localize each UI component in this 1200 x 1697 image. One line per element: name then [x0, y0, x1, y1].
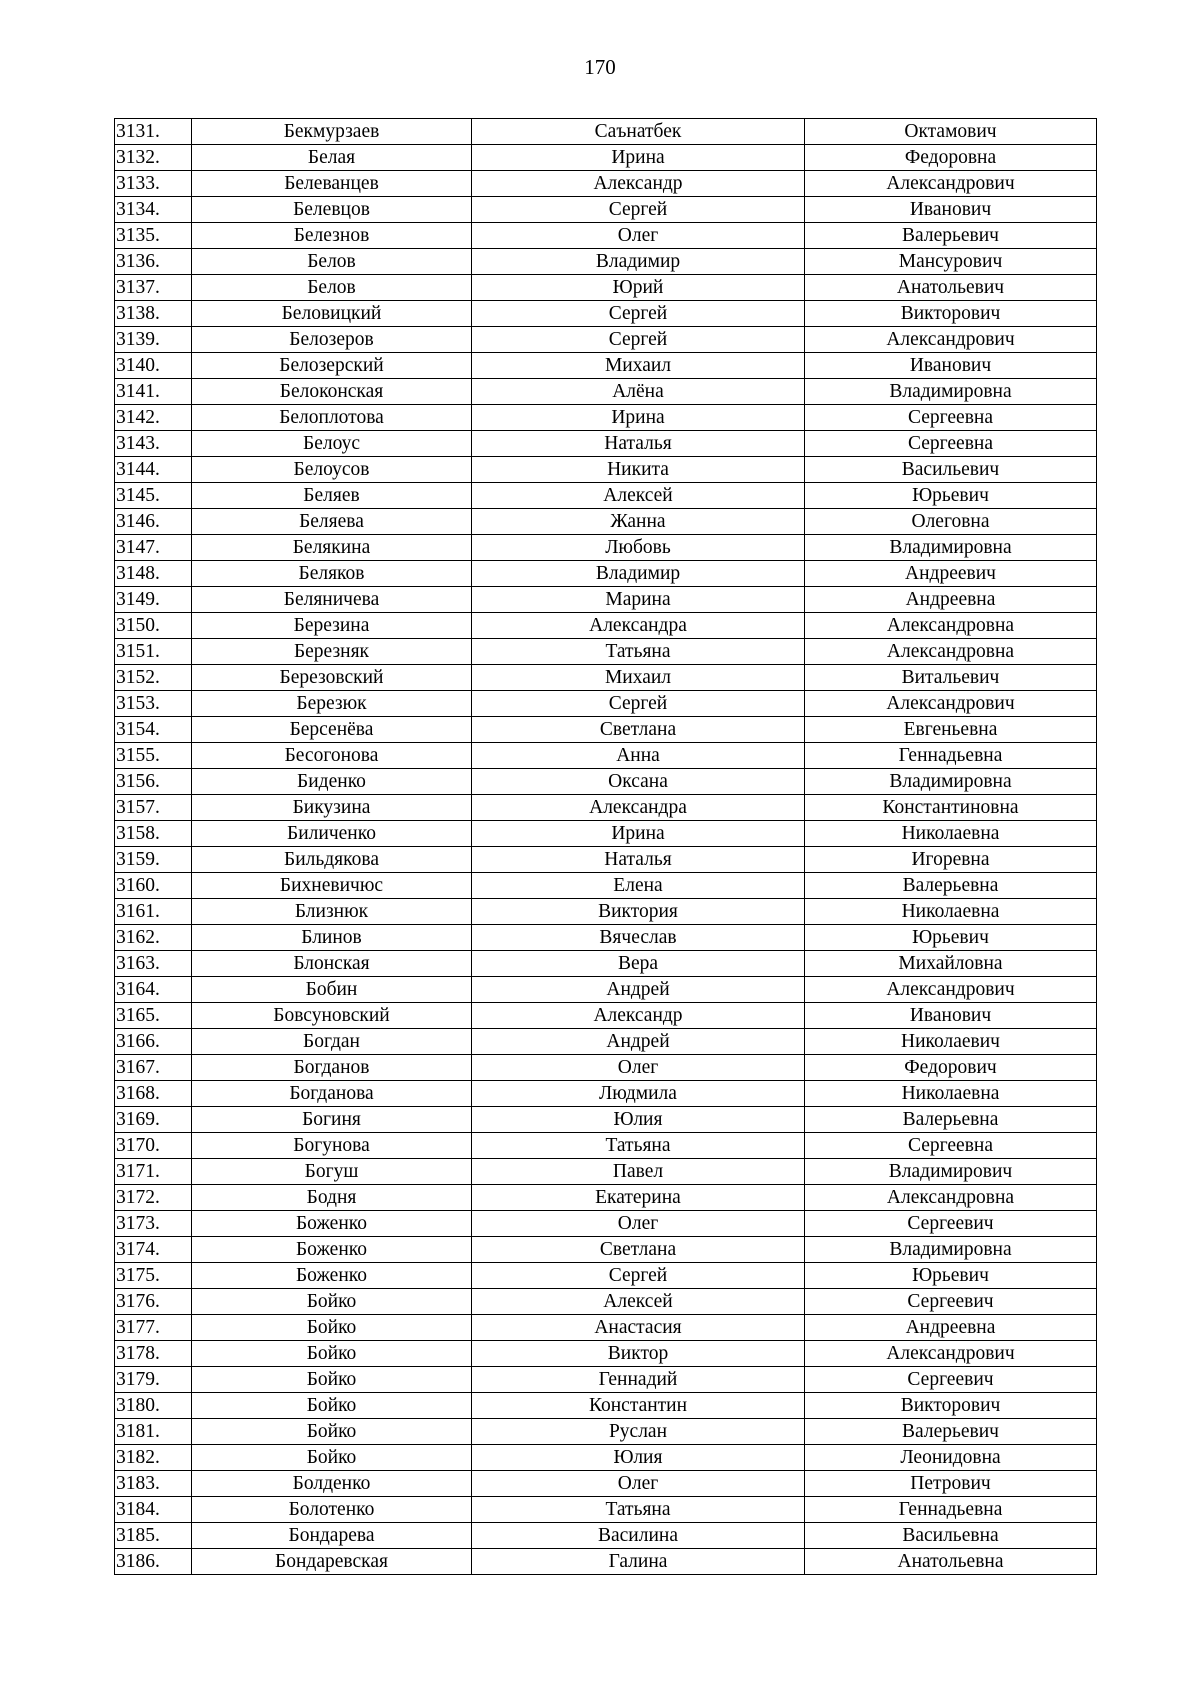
table-row [115, 353, 1097, 379]
patronymic-cell: Николаевич [805, 1029, 1097, 1055]
patronymic-cell: Владимировна [805, 1237, 1097, 1263]
table-row [115, 1497, 1097, 1523]
surname-cell: Березина [192, 613, 472, 639]
table-row [115, 1029, 1097, 1055]
record-number-cell: 3145. [115, 483, 192, 509]
record-number-cell: 3153. [115, 691, 192, 717]
first-name-cell: Сергей [472, 691, 805, 717]
first-name-cell: Ирина [472, 145, 805, 171]
surname-cell: Белоконская [192, 379, 472, 405]
table-row [115, 1133, 1097, 1159]
first-name-cell: Саънатбек [472, 119, 805, 145]
patronymic-cell: Александрович [805, 1341, 1097, 1367]
surname-cell: Белая [192, 145, 472, 171]
patronymic-cell: Андреевич [805, 561, 1097, 587]
record-number-cell: 3131. [115, 119, 192, 145]
table-row [115, 1549, 1097, 1575]
first-name-cell: Татьяна [472, 1497, 805, 1523]
surname-cell: Бихневичюс [192, 873, 472, 899]
record-number-cell: 3160. [115, 873, 192, 899]
surname-cell: Белов [192, 275, 472, 301]
record-number-cell: 3183. [115, 1471, 192, 1497]
table-row [115, 379, 1097, 405]
surname-cell: Бойко [192, 1445, 472, 1471]
patronymic-cell: Владимировна [805, 535, 1097, 561]
record-number-cell: 3137. [115, 275, 192, 301]
first-name-cell: Анна [472, 743, 805, 769]
first-name-cell: Александра [472, 795, 805, 821]
patronymic-cell: Юрьевич [805, 483, 1097, 509]
surname-cell: Бодня [192, 1185, 472, 1211]
record-number-cell: 3180. [115, 1393, 192, 1419]
surname-cell: Бекмурзаев [192, 119, 472, 145]
table-row [115, 561, 1097, 587]
record-number-cell: 3143. [115, 431, 192, 457]
table-row [115, 821, 1097, 847]
table-row [115, 223, 1097, 249]
first-name-cell: Наталья [472, 847, 805, 873]
surname-cell: Биличенко [192, 821, 472, 847]
patronymic-cell: Васильевич [805, 457, 1097, 483]
first-name-cell: Анастасия [472, 1315, 805, 1341]
patronymic-cell: Александровна [805, 639, 1097, 665]
record-number-cell: 3138. [115, 301, 192, 327]
patronymic-cell: Николаевна [805, 899, 1097, 925]
record-number-cell: 3155. [115, 743, 192, 769]
patronymic-cell: Андреевна [805, 1315, 1097, 1341]
first-name-cell: Олег [472, 1055, 805, 1081]
surname-cell: Блинов [192, 925, 472, 951]
record-number-cell: 3140. [115, 353, 192, 379]
record-number-cell: 3141. [115, 379, 192, 405]
first-name-cell: Татьяна [472, 1133, 805, 1159]
patronymic-cell: Валерьевич [805, 223, 1097, 249]
table-row [115, 873, 1097, 899]
record-number-cell: 3182. [115, 1445, 192, 1471]
patronymic-cell: Александровна [805, 1185, 1097, 1211]
record-number-cell: 3177. [115, 1315, 192, 1341]
table-row [115, 457, 1097, 483]
surname-cell: Белеванцев [192, 171, 472, 197]
first-name-cell: Михаил [472, 665, 805, 691]
person-registry-table [114, 118, 1097, 1575]
patronymic-cell: Игоревна [805, 847, 1097, 873]
surname-cell: Богданова [192, 1081, 472, 1107]
table-row [115, 119, 1097, 145]
patronymic-cell: Александровна [805, 613, 1097, 639]
first-name-cell: Юрий [472, 275, 805, 301]
patronymic-cell: Мансурович [805, 249, 1097, 275]
table-row [115, 587, 1097, 613]
surname-cell: Боженко [192, 1237, 472, 1263]
patronymic-cell: Сергеевич [805, 1289, 1097, 1315]
surname-cell: Березняк [192, 639, 472, 665]
record-number-cell: 3162. [115, 925, 192, 951]
first-name-cell: Михаил [472, 353, 805, 379]
patronymic-cell: Владимирович [805, 1159, 1097, 1185]
record-number-cell: 3165. [115, 1003, 192, 1029]
surname-cell: Близнюк [192, 899, 472, 925]
record-number-cell: 3173. [115, 1211, 192, 1237]
surname-cell: Беляков [192, 561, 472, 587]
table-row [115, 951, 1097, 977]
surname-cell: Бойко [192, 1289, 472, 1315]
record-number-cell: 3136. [115, 249, 192, 275]
record-number-cell: 3147. [115, 535, 192, 561]
surname-cell: Беляев [192, 483, 472, 509]
first-name-cell: Руслан [472, 1419, 805, 1445]
surname-cell: Бойко [192, 1393, 472, 1419]
surname-cell: Болотенко [192, 1497, 472, 1523]
table-row [115, 1211, 1097, 1237]
first-name-cell: Светлана [472, 1237, 805, 1263]
table-row [115, 1237, 1097, 1263]
first-name-cell: Владимир [472, 249, 805, 275]
table-row [115, 743, 1097, 769]
surname-cell: Богиня [192, 1107, 472, 1133]
first-name-cell: Андрей [472, 977, 805, 1003]
record-number-cell: 3154. [115, 717, 192, 743]
record-number-cell: 3166. [115, 1029, 192, 1055]
record-number-cell: 3185. [115, 1523, 192, 1549]
patronymic-cell: Валерьевич [805, 1419, 1097, 1445]
record-number-cell: 3133. [115, 171, 192, 197]
surname-cell: Берсенёва [192, 717, 472, 743]
table-row [115, 145, 1097, 171]
first-name-cell: Геннадий [472, 1367, 805, 1393]
surname-cell: Белоплотова [192, 405, 472, 431]
record-number-cell: 3181. [115, 1419, 192, 1445]
table-row [115, 483, 1097, 509]
page-number: 170 [584, 55, 616, 79]
surname-cell: Богунова [192, 1133, 472, 1159]
table-row [115, 795, 1097, 821]
surname-cell: Бондаревская [192, 1549, 472, 1575]
table-row [115, 1393, 1097, 1419]
first-name-cell: Светлана [472, 717, 805, 743]
surname-cell: Богуш [192, 1159, 472, 1185]
registry-table-body [115, 119, 1097, 1575]
first-name-cell: Оксана [472, 769, 805, 795]
first-name-cell: Юлия [472, 1107, 805, 1133]
patronymic-cell: Николаевна [805, 1081, 1097, 1107]
patronymic-cell: Анатольевич [805, 275, 1097, 301]
table-row [115, 977, 1097, 1003]
first-name-cell: Олег [472, 1471, 805, 1497]
first-name-cell: Жанна [472, 509, 805, 535]
surname-cell: Бобин [192, 977, 472, 1003]
surname-cell: Белоусов [192, 457, 472, 483]
patronymic-cell: Михайловна [805, 951, 1097, 977]
surname-cell: Богданов [192, 1055, 472, 1081]
record-number-cell: 3178. [115, 1341, 192, 1367]
patronymic-cell: Анатольевна [805, 1549, 1097, 1575]
patronymic-cell: Викторович [805, 1393, 1097, 1419]
patronymic-cell: Федорович [805, 1055, 1097, 1081]
record-number-cell: 3186. [115, 1549, 192, 1575]
first-name-cell: Павел [472, 1159, 805, 1185]
first-name-cell: Ирина [472, 821, 805, 847]
patronymic-cell: Александрович [805, 691, 1097, 717]
record-number-cell: 3169. [115, 1107, 192, 1133]
first-name-cell: Юлия [472, 1445, 805, 1471]
first-name-cell: Ирина [472, 405, 805, 431]
surname-cell: Болденко [192, 1471, 472, 1497]
table-row [115, 691, 1097, 717]
table-row [115, 249, 1097, 275]
table-row [115, 431, 1097, 457]
first-name-cell: Сергей [472, 197, 805, 223]
patronymic-cell: Леонидовна [805, 1445, 1097, 1471]
record-number-cell: 3163. [115, 951, 192, 977]
first-name-cell: Алёна [472, 379, 805, 405]
surname-cell: Беляничева [192, 587, 472, 613]
surname-cell: Бовсуновский [192, 1003, 472, 1029]
patronymic-cell: Сергеевич [805, 1367, 1097, 1393]
patronymic-cell: Петрович [805, 1471, 1097, 1497]
table-row [115, 171, 1097, 197]
patronymic-cell: Геннадьевна [805, 1497, 1097, 1523]
table-row [115, 327, 1097, 353]
table-row [115, 899, 1097, 925]
table-row [115, 925, 1097, 951]
first-name-cell: Александр [472, 1003, 805, 1029]
surname-cell: Бойко [192, 1367, 472, 1393]
patronymic-cell: Константиновна [805, 795, 1097, 821]
first-name-cell: Любовь [472, 535, 805, 561]
table-row [115, 1367, 1097, 1393]
first-name-cell: Екатерина [472, 1185, 805, 1211]
patronymic-cell: Александрович [805, 977, 1097, 1003]
first-name-cell: Александра [472, 613, 805, 639]
patronymic-cell: Иванович [805, 353, 1097, 379]
patronymic-cell: Владимировна [805, 379, 1097, 405]
first-name-cell: Елена [472, 873, 805, 899]
surname-cell: Бойко [192, 1341, 472, 1367]
table-row [115, 1081, 1097, 1107]
first-name-cell: Александр [472, 171, 805, 197]
record-number-cell: 3134. [115, 197, 192, 223]
patronymic-cell: Александрович [805, 327, 1097, 353]
surname-cell: Боженко [192, 1263, 472, 1289]
first-name-cell: Алексей [472, 1289, 805, 1315]
patronymic-cell: Сергеевна [805, 431, 1097, 457]
record-number-cell: 3158. [115, 821, 192, 847]
patronymic-cell: Николаевна [805, 821, 1097, 847]
table-row [115, 1419, 1097, 1445]
table-row [115, 1315, 1097, 1341]
first-name-cell: Василина [472, 1523, 805, 1549]
record-number-cell: 3142. [115, 405, 192, 431]
record-number-cell: 3167. [115, 1055, 192, 1081]
patronymic-cell: Валерьевна [805, 1107, 1097, 1133]
record-number-cell: 3132. [115, 145, 192, 171]
record-number-cell: 3179. [115, 1367, 192, 1393]
table-row [115, 1471, 1097, 1497]
first-name-cell: Галина [472, 1549, 805, 1575]
first-name-cell: Марина [472, 587, 805, 613]
table-row [115, 1263, 1097, 1289]
surname-cell: Бойко [192, 1419, 472, 1445]
surname-cell: Березюк [192, 691, 472, 717]
record-number-cell: 3144. [115, 457, 192, 483]
patronymic-cell: Олеговна [805, 509, 1097, 535]
surname-cell: Бесогонова [192, 743, 472, 769]
patronymic-cell: Витальевич [805, 665, 1097, 691]
record-number-cell: 3164. [115, 977, 192, 1003]
surname-cell: Блонская [192, 951, 472, 977]
record-number-cell: 3174. [115, 1237, 192, 1263]
table-row [115, 769, 1097, 795]
table-row [115, 535, 1097, 561]
record-number-cell: 3161. [115, 899, 192, 925]
record-number-cell: 3157. [115, 795, 192, 821]
first-name-cell: Наталья [472, 431, 805, 457]
first-name-cell: Сергей [472, 301, 805, 327]
patronymic-cell: Геннадьевна [805, 743, 1097, 769]
table-row [115, 665, 1097, 691]
surname-cell: Березовский [192, 665, 472, 691]
first-name-cell: Вера [472, 951, 805, 977]
record-number-cell: 3135. [115, 223, 192, 249]
record-number-cell: 3152. [115, 665, 192, 691]
table-row [115, 1159, 1097, 1185]
surname-cell: Биденко [192, 769, 472, 795]
patronymic-cell: Юрьевич [805, 925, 1097, 951]
table-row [115, 1185, 1097, 1211]
first-name-cell: Константин [472, 1393, 805, 1419]
first-name-cell: Людмила [472, 1081, 805, 1107]
surname-cell: Боженко [192, 1211, 472, 1237]
first-name-cell: Владимир [472, 561, 805, 587]
first-name-cell: Алексей [472, 483, 805, 509]
first-name-cell: Олег [472, 1211, 805, 1237]
surname-cell: Бойко [192, 1315, 472, 1341]
surname-cell: Беловицкий [192, 301, 472, 327]
first-name-cell: Сергей [472, 327, 805, 353]
record-number-cell: 3150. [115, 613, 192, 639]
patronymic-cell: Сергеевна [805, 1133, 1097, 1159]
table-row [115, 847, 1097, 873]
record-number-cell: 3146. [115, 509, 192, 535]
record-number-cell: 3156. [115, 769, 192, 795]
surname-cell: Белоус [192, 431, 472, 457]
record-number-cell: 3170. [115, 1133, 192, 1159]
surname-cell: Белякина [192, 535, 472, 561]
first-name-cell: Андрей [472, 1029, 805, 1055]
table-row [115, 1003, 1097, 1029]
record-number-cell: 3139. [115, 327, 192, 353]
table-row [115, 405, 1097, 431]
table-row [115, 1341, 1097, 1367]
patronymic-cell: Валерьевна [805, 873, 1097, 899]
surname-cell: Бильдякова [192, 847, 472, 873]
table-row [115, 509, 1097, 535]
surname-cell: Белезнов [192, 223, 472, 249]
patronymic-cell: Сергеевич [805, 1211, 1097, 1237]
patronymic-cell: Викторович [805, 301, 1097, 327]
table-row [115, 1289, 1097, 1315]
table-row [115, 1055, 1097, 1081]
table-row [115, 639, 1097, 665]
surname-cell: Бондарева [192, 1523, 472, 1549]
surname-cell: Белозерский [192, 353, 472, 379]
record-number-cell: 3171. [115, 1159, 192, 1185]
record-number-cell: 3184. [115, 1497, 192, 1523]
table-row [115, 1523, 1097, 1549]
patronymic-cell: Александрович [805, 171, 1097, 197]
patronymic-cell: Андреевна [805, 587, 1097, 613]
table-row [115, 613, 1097, 639]
patronymic-cell: Иванович [805, 197, 1097, 223]
table-row [115, 197, 1097, 223]
surname-cell: Белевцов [192, 197, 472, 223]
surname-cell: Беляева [192, 509, 472, 535]
first-name-cell: Татьяна [472, 639, 805, 665]
patronymic-cell: Федоровна [805, 145, 1097, 171]
first-name-cell: Виктория [472, 899, 805, 925]
first-name-cell: Виктор [472, 1341, 805, 1367]
surname-cell: Белозеров [192, 327, 472, 353]
record-number-cell: 3176. [115, 1289, 192, 1315]
record-number-cell: 3168. [115, 1081, 192, 1107]
surname-cell: Богдан [192, 1029, 472, 1055]
table-row [115, 1107, 1097, 1133]
first-name-cell: Сергей [472, 1263, 805, 1289]
table-row [115, 275, 1097, 301]
patronymic-cell: Васильевна [805, 1523, 1097, 1549]
record-number-cell: 3149. [115, 587, 192, 613]
patronymic-cell: Евгеньевна [805, 717, 1097, 743]
patronymic-cell: Октамович [805, 119, 1097, 145]
table-row [115, 717, 1097, 743]
record-number-cell: 3172. [115, 1185, 192, 1211]
patronymic-cell: Сергеевна [805, 405, 1097, 431]
patronymic-cell: Юрьевич [805, 1263, 1097, 1289]
first-name-cell: Вячеслав [472, 925, 805, 951]
record-number-cell: 3159. [115, 847, 192, 873]
first-name-cell: Никита [472, 457, 805, 483]
record-number-cell: 3175. [115, 1263, 192, 1289]
record-number-cell: 3151. [115, 639, 192, 665]
surname-cell: Белов [192, 249, 472, 275]
record-number-cell: 3148. [115, 561, 192, 587]
surname-cell: Бикузина [192, 795, 472, 821]
patronymic-cell: Владимировна [805, 769, 1097, 795]
first-name-cell: Олег [472, 223, 805, 249]
table-row [115, 301, 1097, 327]
table-row [115, 1445, 1097, 1471]
patronymic-cell: Иванович [805, 1003, 1097, 1029]
